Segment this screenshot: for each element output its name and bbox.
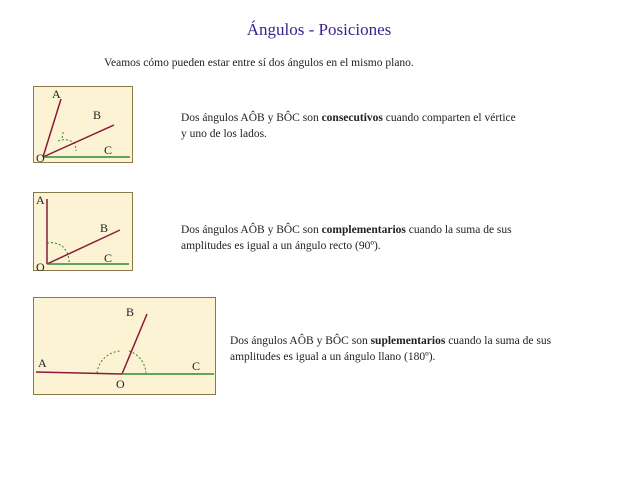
desc-text: Dos ángulos AÔB y BÔC son bbox=[230, 335, 371, 347]
desc-text: cuando la suma de sus bbox=[405, 224, 512, 236]
label-a: A bbox=[52, 87, 61, 101]
page-title: Ángulos - Posiciones bbox=[246, 20, 392, 39]
diagram-complementary bbox=[33, 192, 133, 274]
description-complementary bbox=[181, 222, 581, 254]
consecutive-angle-figure bbox=[34, 87, 134, 164]
desc-text: cuando la suma de sus bbox=[445, 335, 552, 347]
arc-aob bbox=[97, 351, 120, 373]
description-line-2: amplitudes es igual a un ángulo llano (180º). bbox=[230, 351, 436, 363]
description-line-1 bbox=[181, 110, 581, 126]
description-line-1 bbox=[230, 333, 630, 349]
ray-ob bbox=[122, 314, 147, 374]
description-consecutive bbox=[181, 110, 581, 142]
term-complementarios: complementarios bbox=[321, 224, 406, 236]
arc-aob bbox=[62, 132, 63, 138]
diagram-consecutive bbox=[33, 86, 133, 163]
complementary-angle-figure bbox=[34, 193, 134, 272]
term-consecutivos: consecutivos bbox=[321, 112, 383, 124]
description-line-1 bbox=[181, 222, 581, 238]
description-line-2: amplitudes es igual a un ángulo recto (90º). bbox=[181, 240, 381, 252]
label-c: C bbox=[104, 251, 113, 265]
label-a: A bbox=[38, 356, 47, 370]
label-o: O bbox=[116, 377, 125, 391]
label-o: O bbox=[36, 260, 45, 274]
diagram-supplementary bbox=[33, 297, 216, 395]
description-line-2: y uno de los lados. bbox=[181, 128, 267, 140]
term-suplementarios: suplementarios bbox=[370, 335, 446, 347]
desc-text: cuando comparten el vértice bbox=[382, 112, 516, 124]
label-b: B bbox=[126, 305, 135, 319]
label-b: B bbox=[93, 108, 102, 122]
arc-aob bbox=[47, 243, 62, 246]
label-o: O bbox=[36, 151, 45, 165]
label-c: C bbox=[192, 359, 201, 373]
desc-text: Dos ángulos AÔB y BÔC son bbox=[181, 112, 322, 124]
ray-oa bbox=[36, 372, 122, 374]
description-supplementary bbox=[230, 333, 630, 365]
arc-boc bbox=[129, 351, 146, 373]
desc-text: Dos ángulos AÔB y BÔC son bbox=[181, 224, 322, 236]
intro-text: Veamos cómo pueden estar entre sí dos ángulos en el mismo plano. bbox=[104, 57, 414, 69]
label-c: C bbox=[104, 143, 113, 157]
label-a: A bbox=[36, 193, 45, 207]
ray-oa bbox=[43, 99, 61, 157]
label-b: B bbox=[100, 221, 109, 235]
